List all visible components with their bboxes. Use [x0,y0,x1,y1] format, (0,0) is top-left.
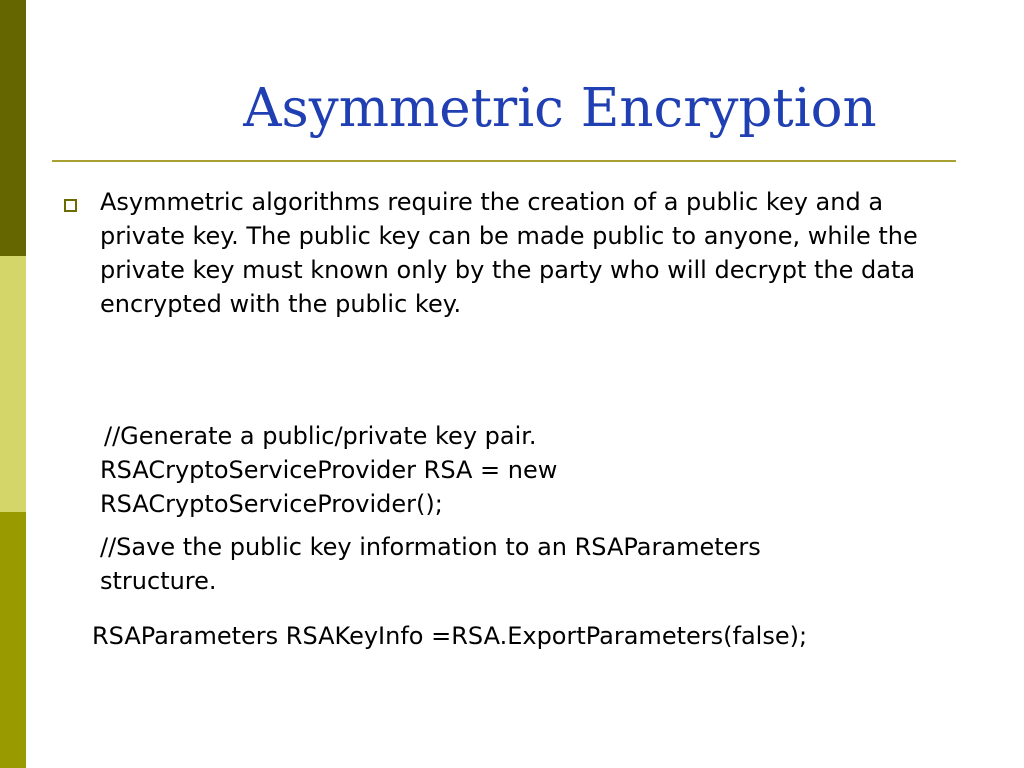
hollow-square-bullet-icon [64,199,77,212]
sidebar-segment-light [0,256,26,512]
slide-title: Asymmetric Encryption [243,78,877,139]
code-line-export-parameters: RSAParameters RSAKeyInfo =RSA.ExportParameters(false); [92,622,808,650]
code-comment-generate: //Generate a public/private key pair. [104,422,537,450]
code-comment-save-continued: structure. [100,567,217,595]
title-divider [52,160,956,162]
code-line-rsa-constructor: RSACryptoServiceProvider(); [100,490,443,518]
sidebar-segment-mid [0,512,26,768]
sidebar-segment-dark [0,0,26,256]
code-line-rsa-declaration: RSACryptoServiceProvider RSA = new [100,456,558,484]
code-comment-save: //Save the public key information to an RSAParameters [100,533,761,561]
bullet-text: Asymmetric algorithms require the creation of a public key and a private key. The public key can be made public to anyone, while the private key must known only by the party who will decrypt the data encrypted with the public key. [100,188,918,318]
sidebar-decoration [0,0,26,768]
